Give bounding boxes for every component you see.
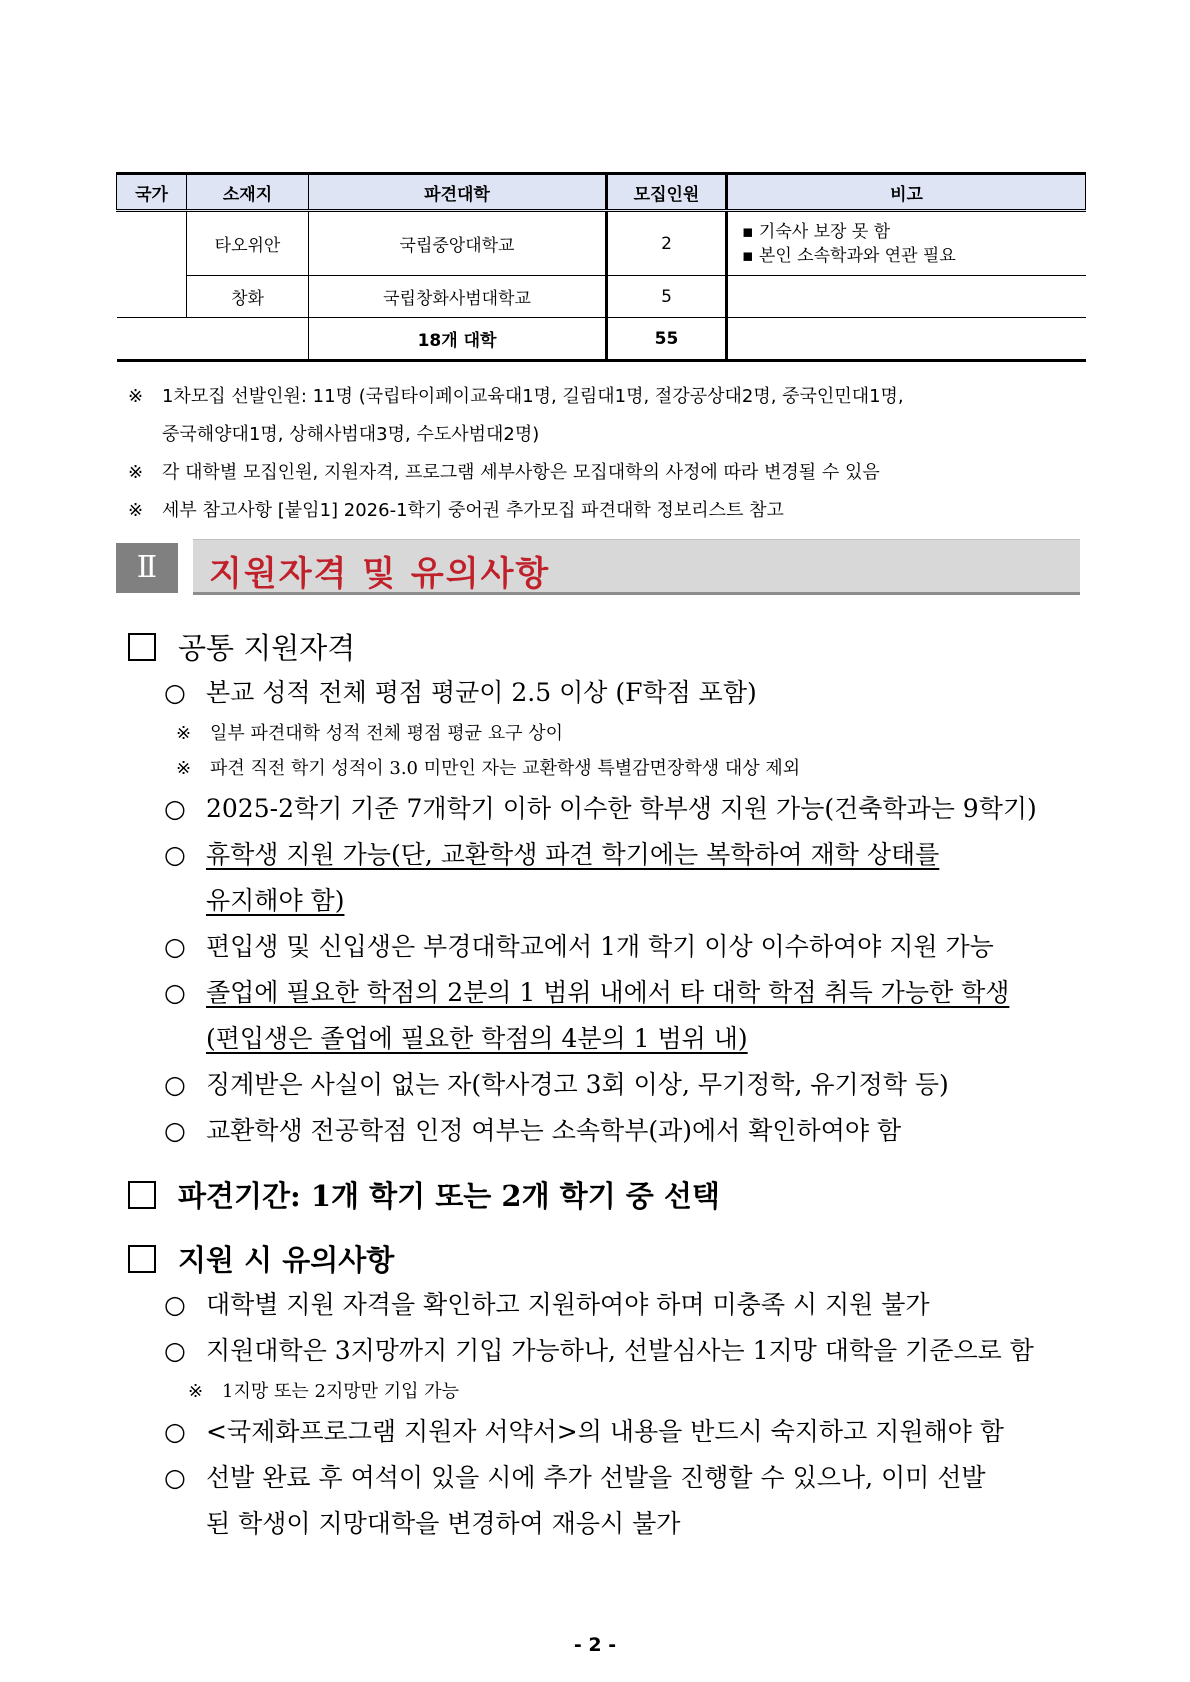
total-label: 18개 대학 bbox=[309, 318, 607, 361]
heading-text: 공통 지원자격 bbox=[178, 631, 356, 665]
item-text-cont: (편입생은 졸업에 필요한 학점의 4분의 1 범위 내) bbox=[206, 1024, 748, 1053]
circle-bullet-icon: ○ bbox=[164, 1336, 186, 1365]
circle-bullet-icon: ○ bbox=[164, 1290, 186, 1319]
checkbox-square-icon bbox=[128, 1245, 156, 1273]
university-table bbox=[116, 172, 1086, 362]
item-text: <국제화프로그램 지원자 서약서>의 내용을 반드시 숙지하고 지원해야 함 bbox=[206, 1417, 1004, 1446]
page-number: - 2 - bbox=[573, 1634, 617, 1656]
header-location: 소재지 bbox=[187, 174, 309, 211]
total-count: 55 bbox=[607, 318, 727, 361]
table-row bbox=[117, 211, 1086, 276]
item-text: 교환학생 전공학점 인정 여부는 소속학부(과)에서 확인하여야 함 bbox=[206, 1116, 902, 1145]
cell-notes bbox=[727, 211, 1086, 276]
heading-text: 파견기간: 1개 학기 또는 2개 학기 중 선택 bbox=[178, 1179, 720, 1213]
header-count: 모집인원 bbox=[607, 174, 727, 211]
list-item bbox=[128, 1282, 1108, 1328]
item-text: 편입생 및 신입생은 부경대학교에서 1개 학기 이상 이수하여야 지원 가능 bbox=[206, 932, 994, 961]
item-text: 2025-2학기 기준 7개학기 이하 이수한 학부생 지원 가능(건축학과는 9학기) bbox=[206, 794, 1037, 823]
list-item bbox=[128, 786, 1108, 832]
list-item bbox=[128, 1328, 1108, 1374]
section-number: Ⅱ bbox=[116, 543, 178, 593]
period-heading bbox=[128, 1174, 1108, 1218]
cell-notes bbox=[727, 276, 1086, 318]
note-line: ▪ 기숙사 보장 못 함 bbox=[742, 221, 891, 242]
circle-bullet-icon: ○ bbox=[164, 678, 186, 707]
footnotes bbox=[128, 378, 1088, 530]
ref-mark: ※ bbox=[188, 1381, 204, 1402]
sub-note bbox=[128, 716, 1108, 751]
list-item bbox=[128, 1062, 1108, 1108]
footnote bbox=[128, 454, 1088, 492]
checkbox-square-icon bbox=[128, 633, 156, 661]
ref-mark: ※ bbox=[128, 462, 144, 483]
sub-note-text: 1지망 또는 2지망만 기입 가능 bbox=[222, 1381, 460, 1402]
sub-note bbox=[128, 751, 1108, 786]
circle-bullet-icon: ○ bbox=[164, 1070, 186, 1099]
cell-university: 국립창화사범대학교 bbox=[309, 276, 607, 318]
table-header-row bbox=[117, 174, 1086, 211]
footnote-text: 각 대학별 모집인원, 지원자격, 프로그램 세부사항은 모집대학의 사정에 따라 변경될 수 있음 bbox=[162, 462, 880, 483]
item-text-cont: 유지해야 함) bbox=[206, 886, 345, 915]
circle-bullet-icon: ○ bbox=[164, 978, 186, 1007]
circle-bullet-icon: ○ bbox=[164, 1463, 186, 1492]
cell-count: 5 bbox=[607, 276, 727, 318]
item-text: 대학별 지원 자격을 확인하고 지원하여야 하며 미충족 시 지원 불가 bbox=[206, 1290, 930, 1319]
header-country: 국가 bbox=[117, 174, 187, 211]
header-notes: 비고 bbox=[727, 174, 1086, 211]
footnote bbox=[128, 492, 1088, 530]
circle-bullet-icon: ○ bbox=[164, 932, 186, 961]
item-text: 징계받은 사실이 없는 자(학사경고 3회 이상, 무기정학, 유기정학 등) bbox=[206, 1070, 949, 1099]
list-item bbox=[128, 832, 1108, 924]
sub-note bbox=[128, 1374, 1108, 1409]
list-item bbox=[128, 670, 1108, 716]
item-text: 지원대학은 3지망까지 기입 가능하나, 선발심사는 1지망 대학을 기준으로 함 bbox=[206, 1336, 1034, 1365]
ref-mark: ※ bbox=[176, 723, 192, 744]
cell-location: 창화 bbox=[187, 276, 309, 318]
heading-text: 지원 시 유의사항 bbox=[178, 1243, 395, 1277]
ref-mark: ※ bbox=[176, 758, 192, 779]
sub-note-text: 일부 파견대학 성적 전체 평점 평균 요구 상이 bbox=[210, 723, 564, 744]
list-item bbox=[128, 970, 1108, 1062]
section-title-bar bbox=[193, 539, 1080, 595]
circle-bullet-icon: ○ bbox=[164, 1116, 186, 1145]
footnote-text: 1차모집 선발인원: 11명 (국립타이페이교육대1명, 길림대1명, 절강공상대2명, 중국인민대1명, bbox=[162, 386, 904, 407]
item-text: 졸업에 필요한 학점의 2분의 1 범위 내에서 타 대학 학점 취득 가능한 학생 bbox=[206, 978, 1010, 1007]
header-university: 파견대학 bbox=[309, 174, 607, 211]
table-row bbox=[117, 276, 1086, 318]
cell-count: 2 bbox=[607, 211, 727, 276]
footnote bbox=[128, 378, 1088, 416]
caution-heading bbox=[128, 1238, 1108, 1282]
circle-bullet-icon: ○ bbox=[164, 1417, 186, 1446]
item-text: 선발 완료 후 여석이 있을 시에 추가 선발을 진행할 수 있으나, 이미 선발 bbox=[206, 1463, 986, 1492]
common-heading bbox=[128, 626, 1108, 670]
cell-location: 타오위안 bbox=[187, 211, 309, 276]
list-item bbox=[128, 1409, 1108, 1455]
table-total-row bbox=[117, 318, 1086, 361]
list-item bbox=[128, 1455, 1108, 1547]
sub-note-text: 파견 직전 학기 성적이 3.0 미만인 자는 교환학생 특별감면장학생 대상 제외 bbox=[210, 758, 801, 779]
ref-mark: ※ bbox=[128, 500, 144, 521]
checkbox-square-icon bbox=[128, 1181, 156, 1209]
list-item bbox=[128, 924, 1108, 970]
cell-university: 국립중앙대학교 bbox=[309, 211, 607, 276]
cell-empty bbox=[117, 318, 309, 361]
list-item bbox=[128, 1108, 1108, 1154]
section-content bbox=[128, 626, 1108, 1547]
cell-country bbox=[117, 211, 187, 318]
circle-bullet-icon: ○ bbox=[164, 794, 186, 823]
section-title: 지원자격 및 유의사항 bbox=[209, 554, 551, 594]
circle-bullet-icon: ○ bbox=[164, 840, 186, 869]
footnote-text: 세부 참고사항 [붙임1] 2026-1학기 중어권 추가모집 파견대학 정보리스트 참고 bbox=[162, 500, 784, 521]
ref-mark: ※ bbox=[128, 386, 144, 407]
note-line: ▪ 본인 소속학과와 연관 필요 bbox=[742, 245, 956, 266]
item-text: 휴학생 지원 가능(단, 교환학생 파견 학기에는 복학하여 재학 상태를 bbox=[206, 840, 940, 869]
item-text-cont: 된 학생이 지망대학을 변경하여 재응시 불가 bbox=[206, 1509, 681, 1538]
item-text: 본교 성적 전체 평점 평균이 2.5 이상 (F학점 포함) bbox=[206, 678, 757, 707]
cell-empty bbox=[727, 318, 1086, 361]
footnote-continuation: 중국해양대1명, 상해사범대3명, 수도사범대2명) bbox=[162, 424, 540, 445]
